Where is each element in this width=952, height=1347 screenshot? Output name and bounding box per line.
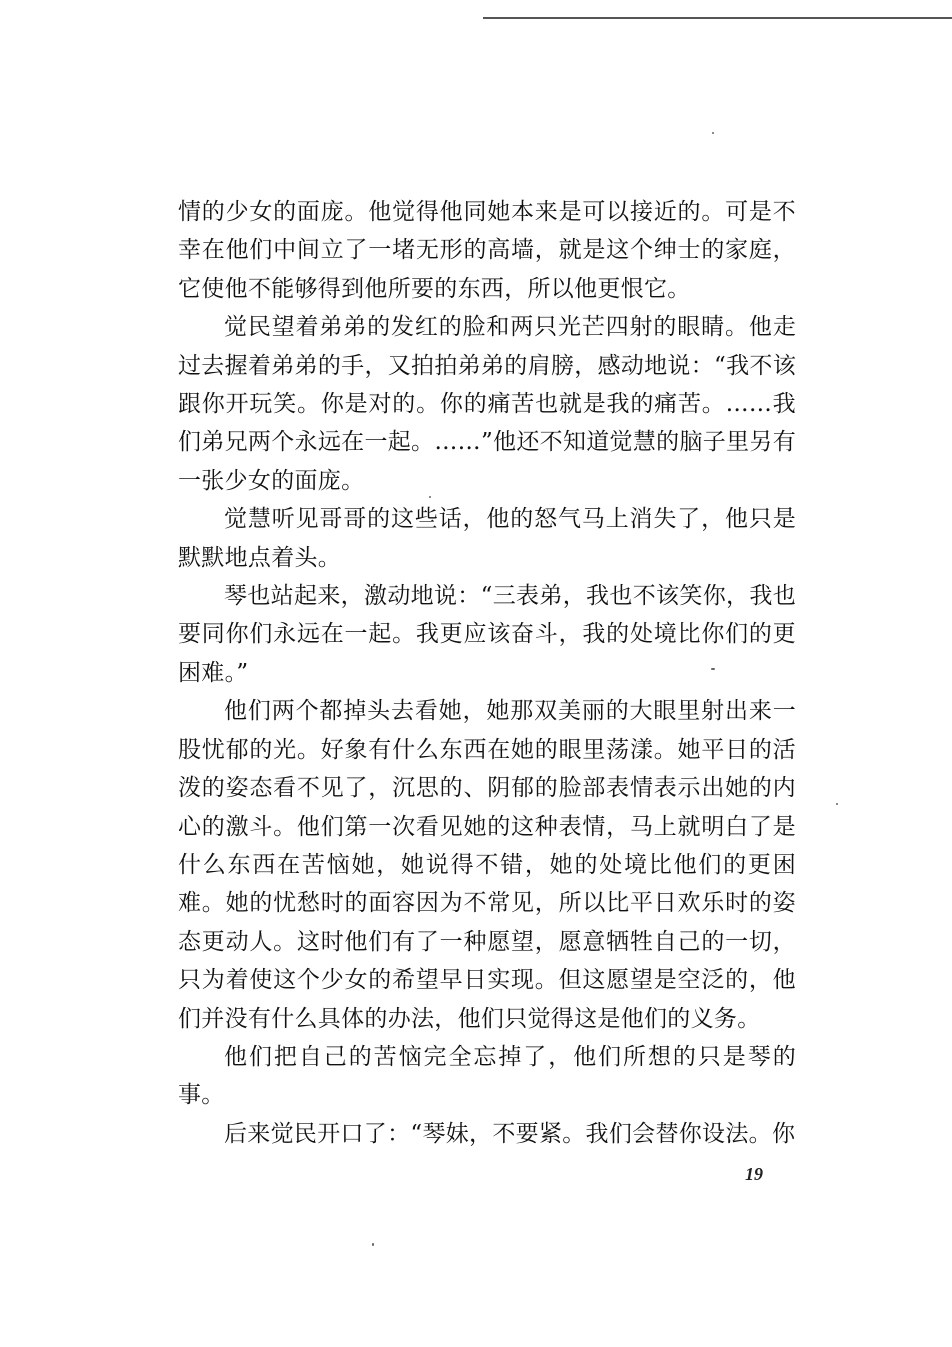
paragraph-6: 他们把自己的苦恼完全忘掉了，他们所想的只是琴的事。 [178, 1043, 796, 1109]
paragraph-3: 觉慧听见哥哥的这些话，他的怒气马上消失了，他只是默默地点着头。 [178, 506, 796, 571]
header-rule [483, 17, 952, 19]
paragraph-1: 情的少女的面庞。他觉得他同她本来是可以接近的。可是不幸在他们中间立了一堵无形的高墙，就是这个绅士的家庭，它使他不能够得到他所要的东西，所以他更恨它。 [178, 199, 796, 302]
scan-speck [372, 1243, 374, 1246]
page-number: 19 [745, 1164, 763, 1184]
paragraph-4: 琴也站起来，激动地说：“三表弟，我也不该笑你，我也要同你们永远在一起。我更应该奋斗，我的处境比你们的更困难。” [178, 583, 796, 686]
paragraph-7: 后来觉民开口了：“琴妹，不要紧。我们会替你设法。你 [224, 1120, 796, 1147]
scan-speck [429, 496, 431, 498]
scan-speck [711, 668, 715, 670]
body-text [178, 193, 796, 1153]
paragraph-2: 觉民望着弟弟的发红的脸和两只光芒四射的眼睛。他走过去握着弟弟的手，又拍拍弟弟的肩膀，感动地说：“我不该跟你开玩笑。你是对的。你的痛苦也就是我的痛苦。……我们弟兄两个永远在一起。……”他还不知道觉慧的脑子里另有一张少女的面庞。 [178, 314, 796, 494]
paragraph-5: 他们两个都掉头去看她，她那双美丽的大眼里射出来一股忧郁的光。好象有什么东西在她的眼里荡漾。她平日的活泼的姿态看不见了，沉思的、阴郁的脸部表情表示出她的内心的激斗。他们第一次看见她的这种表情，马上就明白了是什么东西在苦恼她，她说得不错，她的处境比他们的更困难。她的忧愁时的面容因为不常见，所以比平日欢乐时的姿态更动人。这时他们有了一种愿望，愿意牺牲自己的一切，只为着使这个少女的希望早日实现。但这愿望是空泛的，他们并没有什么具体的办法，他们只觉得这是他们的义务。 [178, 698, 796, 1032]
scan-speck [836, 803, 838, 805]
scan-speck [712, 132, 714, 134]
